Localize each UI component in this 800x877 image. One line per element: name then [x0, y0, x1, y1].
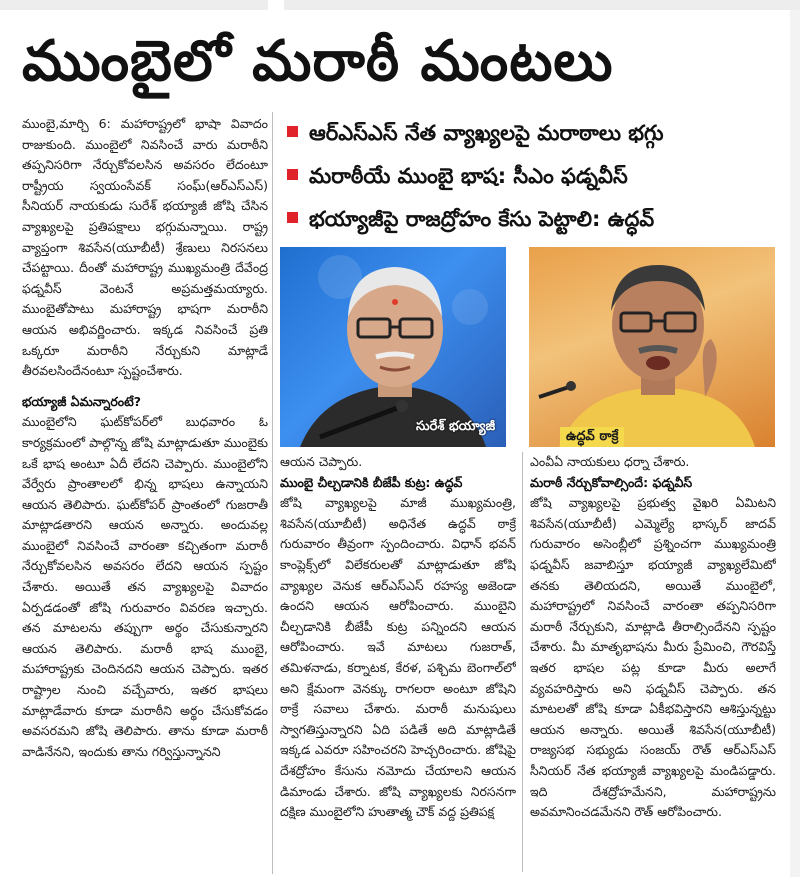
portrait-man-glasses-icon [280, 247, 506, 447]
subheading-fadnavis: మరాఠీ నేర్చుకోవాల్సిందే: ఫడ్నవీస్ [530, 474, 693, 490]
bullet-text: భయ్యాజీపై రాజద్రోహం కేసు పెట్టాలి: ఉద్ధవ్ [309, 207, 655, 231]
top-border-gap [268, 0, 284, 10]
bullet-text: ఆర్‌ఎస్‌ఎస్ నేత వ్యాఖ్యలపై మరాఠాలు భగ్గు [309, 121, 664, 145]
photo-uddhav-thackeray [529, 247, 775, 447]
column-divider-2 [522, 452, 523, 872]
bullet-square-icon [287, 169, 298, 180]
bullet-square-icon [287, 212, 298, 223]
bullet-item-3 [283, 200, 795, 238]
bhayyaji-paragraph: ముంబైలోని ఘట్‌కోపర్‌లో బుధవారం ఓ కార్యక్రమంలో పాల్గొన్న జోషి మాట్లాడుతూ ముంబైకు ఒకే భాష అంటూ ఏదీ లేదని చెప్పారు. ముంబైలోని వేర్వేరు ప్రాంతాలలో భిన్న భాషలు ఉన్నాయని ఆయన తెలిపారు. ఘట్‌కోపర్ ప్రాంతంలో గుజరాతీ మాట్లాడతారని ఆయన అన్నారు. అందువల్ల ముంబైలో నివసించే వారంతా కచ్చితంగా మరాఠీ నేర్చుకోవలసిన అవసరం లేదని ఆయన స్పష్టం చేశారు. అయితే తన వ్యాఖ్యలపై వివాదం ఏర్పడడంతో జోషి గురువారం వివరణ ఇచ్చారు. తన మాటలను తప్పుగా అర్థం చేసుకున్నారని ఆయన తెలిపారు. మరాఠీ భాష ముంబై, మహారాష్ట్రకు చెందినదని ఆయన చెప్పారు. ఇతర రాష్ట్రాల నుంచి వచ్చేవారు, ఇతర భాషలు మాట్లాడేవారు కూడా మరాఠీని అర్థం చేసుకోవడం అవసరమని జోషి తెలిపారు. తాను కూడా మరాఠీ వాడినేనని, ఇందుకు తాను గర్విస్తున్నానని [22, 414, 268, 759]
left-article-column [22, 114, 268, 874]
bullet-square-icon [287, 126, 298, 137]
bullet-item-2 [283, 157, 795, 195]
intro-paragraph: ముంబై,మార్చి 6: మహారాష్ట్రలో భాషా వివాదం రాజుకుంది. ముంబైలో నివసించే వారు మరాఠీని తప్పనిసరిగా నేర్చుకోవలసిన అవసరం లేదంటూ రాష్ట్రీయ స్వయంసేవక్ సంఘ్(ఆర్‌ఎస్‌ఎస్) సీనియర్ నాయకుడు సురేశ్ భయ్యాజీ జోషి చేసిన వ్యాఖ్యలపై ప్రతిపక్షాలు భగ్గుమన్నాయి. రాష్ట్ర వ్యాప్తంగా శివసేన(యూబీటీ) శ్రేణులు నిరసనలు చేపట్టాయి. దీంతో మహారాష్ట్ర ముఖ్యమంత్రి దేవేంద్ర ఫడ్నవీస్ వెంటనే అప్రమత్తమయ్యారు. ముంబైతోపాటు మహారాష్ట్ర భాషగా మరాఠీని ఆయన అభివర్ణించారు. ఇక్కడ నివసించే ప్రతి ఒక్కరూ మరాఠీని నేర్చుకుని మాట్లాడే తీరవలసిందేనంటూ స్పష్టంచేశారు. [22, 116, 268, 379]
right-article-column [530, 452, 776, 872]
fadnavis-paragraph: జోషి వ్యాఖ్యలపై ప్రభుత్వ వైఖరి ఏమిటని శివసేన(యూబీటీ) ఎమ్మెల్యే భాస్కర్ జాదవ్ గురువారం అసెంబ్లీలో ప్రశ్నించగా ముఖ్యమంత్రి ఫడ్నవీస్ జవాబిస్తూ భయ్యాజీ వ్యాఖ్యలేమిటో తనకు తెలియదని, అయితే ముంబైలో, మహారాష్ట్రలో నివసించే వారంతా తప్పనిసరిగా మరాఠీ నేర్చుకుని, మాట్లాడి తీరాల్సిందేనని స్పష్టం చేశారు. మీ మాతృభాషను మీరు ప్రేమించి, గౌరవిస్తే ఇతర భాషల పట్ల కూడా మీరు అలాగే వ్యవహరిస్తారు అని ఫడ్నవీస్ చెప్పారు. తన మాటలతో జోషి కూడా ఏకీభవిస్తారని ఆశిస్తున్నట్టు ఆయన అన్నారు. అయితే శివసేన(యూబీటీ) రాజ్యసభ సభ్యుడు సంజయ్ రౌత్ ఆర్‌ఎస్‌ఎస్ సీనియర్ నేత భయ్యాజీ వ్యాఖ్యలపై మండిపడ్డారు. ఇది దేశద్రోహమేనని, మహారాష్ట్రను అవమానించడమేనని రౌత్ ఆరోపించారు. [530, 495, 776, 820]
column-divider [272, 112, 273, 874]
bullet-item-1 [283, 114, 795, 152]
highlight-bullets [283, 114, 795, 244]
photo-caption-left: సురేశ్ భయ్యాజీ [416, 419, 496, 434]
middle-article-column [280, 452, 516, 872]
middle-lead-text: ఆయన చెప్పారు. [280, 454, 363, 469]
portrait-man-speaking-icon [529, 247, 775, 447]
photo-suresh-bhayyaji [280, 247, 506, 447]
right-lead-text: ఎంవీఏ నాయకులు ధర్నా చేశారు. [530, 454, 690, 469]
bullet-text: మరాఠీయే ముంబై భాష: సీఎం ఫడ్నవీస్ [309, 164, 628, 188]
top-border [0, 0, 800, 10]
photo-caption-right: ఉద్ధవ్ ఠాక్రే [560, 427, 624, 447]
subheading-bhayyaji: భయ్యాజీ ఏమన్నారంటే? [22, 393, 142, 409]
subheading-uddhav: ముంబై చీల్చడానికి బీజేపీ కుట్ర: ఉద్ధవ్ [280, 474, 463, 490]
page-headline: ముంబైలో మరాఠీ మంటలు [22, 29, 614, 94]
uddhav-paragraph: జోషి వ్యాఖ్యలపై మాజీ ముఖ్యమంత్రి, శివసేన(యూబీటీ) అధినేత ఉద్ధవ్ ఠాక్రే గురువారం తీవ్రంగా స్పందించారు. విధాన్ భవన్ కాంప్లెక్స్‌లో విలేకరులతో మాట్లాడుతూ జోషి వ్యాఖ్యల వెనుక ఆర్‌ఎస్‌ఎస్ రహస్య అజెండా ఉందని ఆయన ఆరోపించారు. ముంబైని చీల్చడానికి బీజేపీ కుట్ర పన్నిందని ఆయన ఆరోపించారు. ఇవే మాటలు గుజరాత్, తమిళనాడు, కర్నాటక, కేరళ, పశ్చిమ బెంగాల్‌లో అని క్షేమంగా వెనక్కు రాగలరా అంటూ జోషిని ఠాక్రే సవాలు చేశారు. మరాఠీ మనుషులు స్వాగతిస్తున్నారని ఏది పడితే అది మాట్లాడితే ఇక్కడ ఎవరూ సహించరని హెచ్చరించారు. జోషిపై దేశద్రోహం కేసును నమోదు చేయాలని ఆయన డిమాండు చేశారు. జోషి వ్యాఖ్యలకు నిరసనగా దక్షిణ ముంబైలోని హుతాత్మ చౌక్ వద్ద ప్రతిపక్ష [280, 495, 516, 820]
